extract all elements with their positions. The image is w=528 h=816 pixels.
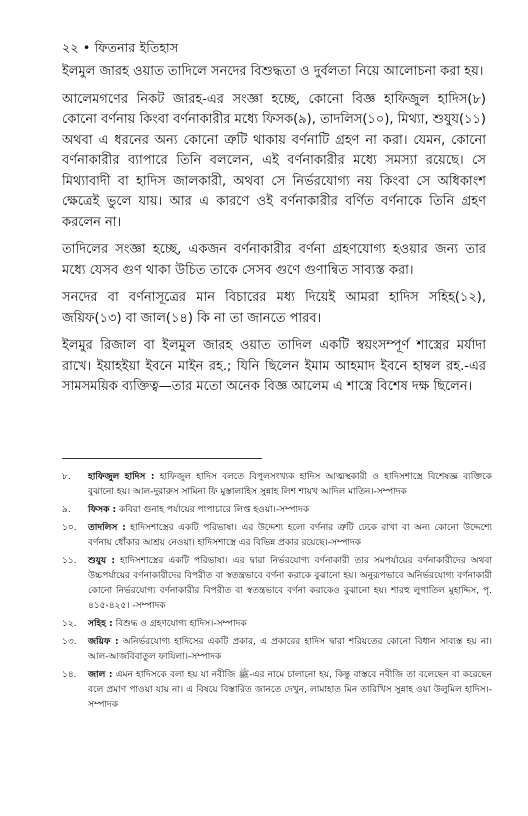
main-text [62,62,486,405]
footnote-text: হাফিজুল হাদিস বলতে বিপুলসংখ্যক হাদিস আত্মস্থকারী ও হাদিসশাস্ত্রে বিশেষজ্ঞ ব্যক্তিকে বুঝানো হয়। আল-দুরারুস সামিনা ফি মুস্তালাহিস সুন্নাহ লিশ শায়খ আদিল মাতিন।-সম্পাদক [88,472,492,497]
paragraph: আলেমগণের নিকট জারহ-এর সংজ্ঞা হচ্ছে, কোনো বিজ্ঞ হাফিজুল হাদিস(৮) কোনো বর্ণনায় কিংবা বর্ণনাকারীর মধ্যে ফিসক(৯), তাদলিস(১০), মিথ্যা, শুযুয(১১) অথবা এ ধরনের অন্য কোনো ত্রুটি থাকায় বর্ণনাটি গ্রহণ না করা। যেমন, কোনো বর্ণনাকারীর ব্যাপারে তিনি বললেন, এই বর্ণনাকারীর মধ্যে সমস্যা রয়েছে। সে মিথ্যাবাদী বা হাদিস জালকারী, অথবা সে নির্ভরযোগ্য নয় কিংবা সে অধিকাংশ ক্ষেত্রেই ভুলে যায়। আর এ কারণে ওই বর্ণনাকারীর বর্ণিত বর্ণনাকে তিনি গ্রহণ করলেন না। [62,91,486,230]
footnote-term: জাল : [88,670,113,680]
footnote-number: ১৪. [62,670,77,680]
footnote [62,554,492,614]
paragraph: ইলমুল জারহ ওয়াত তাদিলে সনদের বিশুদ্ধতা ও দুর্বলতা নিয়ে আলোচনা করা হয়। [62,64,484,79]
footnote [62,470,492,500]
footnote-text: হাদিসশাস্ত্রের একটি পরিভাষা। এর দ্বারা নির্ভরযোগ্য বর্ণনাকারী তার সমপর্যায়ের বর্ণনাকারীদের অথবা উচ্চপর্যায়ের বর্ণনাকারীদের বিপরীত বা স্বতন্ত্রভাবে বর্ণনা করাকে বুঝানো হয়। অনুরূপভাবে অনির্ভরযোগ্য বর্ণনাকারী কোনো নির্ভরযোগ্য বর্ণনাকারীর বিপরীত বা স্বতন্ত্রভাবে বর্ণনা করাকেও বুঝানো হয়। শারহু লুগাতিল মুহাদ্দিস, পৃ. ৪১৫-৪২৫। -সম্পাদক [88,556,492,611]
footnote-text: অনির্ভরযোগ্য হাদিসের একটি প্রকার, এ প্রকারের হাদিস দ্বারা শরিয়তের কোনো বিধান সাব্যস্ত হয় না। আল-আজবিবাতুল ফাযিলা।-সম্পাদক [88,637,492,662]
running-header: ২২ • ফিতনার ইতিহাস [62,40,179,55]
footnote-text: এমন হাদিসকে বলা হয় যা নবীজি ﷺ-এর নামে চালানো হয়, কিন্তু বাস্তবে নবীজি তা বলেছেন বা করেছেন বলে প্রমাণ পাওয়া যায় না। এ বিষয়ে বিস্তারিত জানতে দেখুন, লামাহাত মিন তারিখিস সুন্নাহ ওয়া উলুমিল হাদিস।-সম্পাদক [88,670,492,710]
footnote [62,668,492,713]
footnote-term: শুযুয : [88,556,116,566]
footnote-number: ১০. [62,523,77,533]
paragraph: ইলমুর রিজাল বা ইলমুল জারহ ওয়াত তাদিল একটি স্বয়ংসম্পূর্ণ শাস্ত্রের মর্যাদা রাখে। ইয়াহইয়া ইবনে মাইন রহ.; যিনি ছিলেন ইমাম আহমাদ ইবনে হাম্বল রহ.-এর সামসময়িক ব্যক্তিত্ব—তার মতো অনেক বিজ্ঞ আলেম এ শাস্ত্রে বিশেষ দক্ষ ছিলেন। [62,338,486,394]
footnote-number: ১১. [62,556,77,566]
footnote-number: ৯. [62,505,71,515]
footnotes [62,470,492,716]
footnote-number: ১৩. [62,637,77,647]
footnote-term: জয়িফ : [88,637,119,647]
footnote-text: কবিরা গুনাহ পর্যায়ের পাপাচারে লিপ্ত হওয়া।-সম্পাদক [119,505,310,515]
footnote [62,617,492,632]
footnote-divider [62,458,262,459]
footnote-number: ১২. [62,619,77,629]
footnote-term: ফিসক : [88,505,117,515]
footnote-number: ৮. [62,472,71,482]
footnote-term: তাদলিস : [88,523,126,533]
footnote [62,521,492,551]
paragraph: সনদের বা বর্ণনাসূত্রের মান বিচারের মধ্য দিয়েই আমরা হাদিস সহিহ(১২), জয়িফ(১৩) বা জাল(১৪) কি না তা জানতে পারব। [62,290,486,326]
footnote-text: বিশুদ্ধ ও গ্রহণযোগ্য হাদিস।-সম্পাদক [115,619,247,629]
footnote-term: হাফিজুল হাদিস : [88,472,155,482]
footnote-text: হাদিসশাস্ত্রের একটি পরিভাষা। এর উদ্দেশ্য হলো বর্ণনার ত্রুটি ঢেকে রাখা বা অন্য কোনো উদ্দেশ্যে বর্ণনায় ধোঁকার আশ্রয় নেওয়া। হাদিসশাস্ত্রে এর বিভিন্ন প্রকার রয়েছে।-সম্পাদক [88,523,492,548]
footnote-term: সহিহ : [88,619,113,629]
paragraph: তাদিলের সংজ্ঞা হচ্ছে, একজন বর্ণনাকারীর বর্ণনা গ্রহণযোগ্য হওয়ার জন্য তার মধ্যে যেসব গুণ থাকা উচিত তাকে সেসব গুণে গুণান্বিত সাব্যস্ত করা। [62,242,486,278]
footnote [62,635,492,665]
footnote [62,503,492,518]
